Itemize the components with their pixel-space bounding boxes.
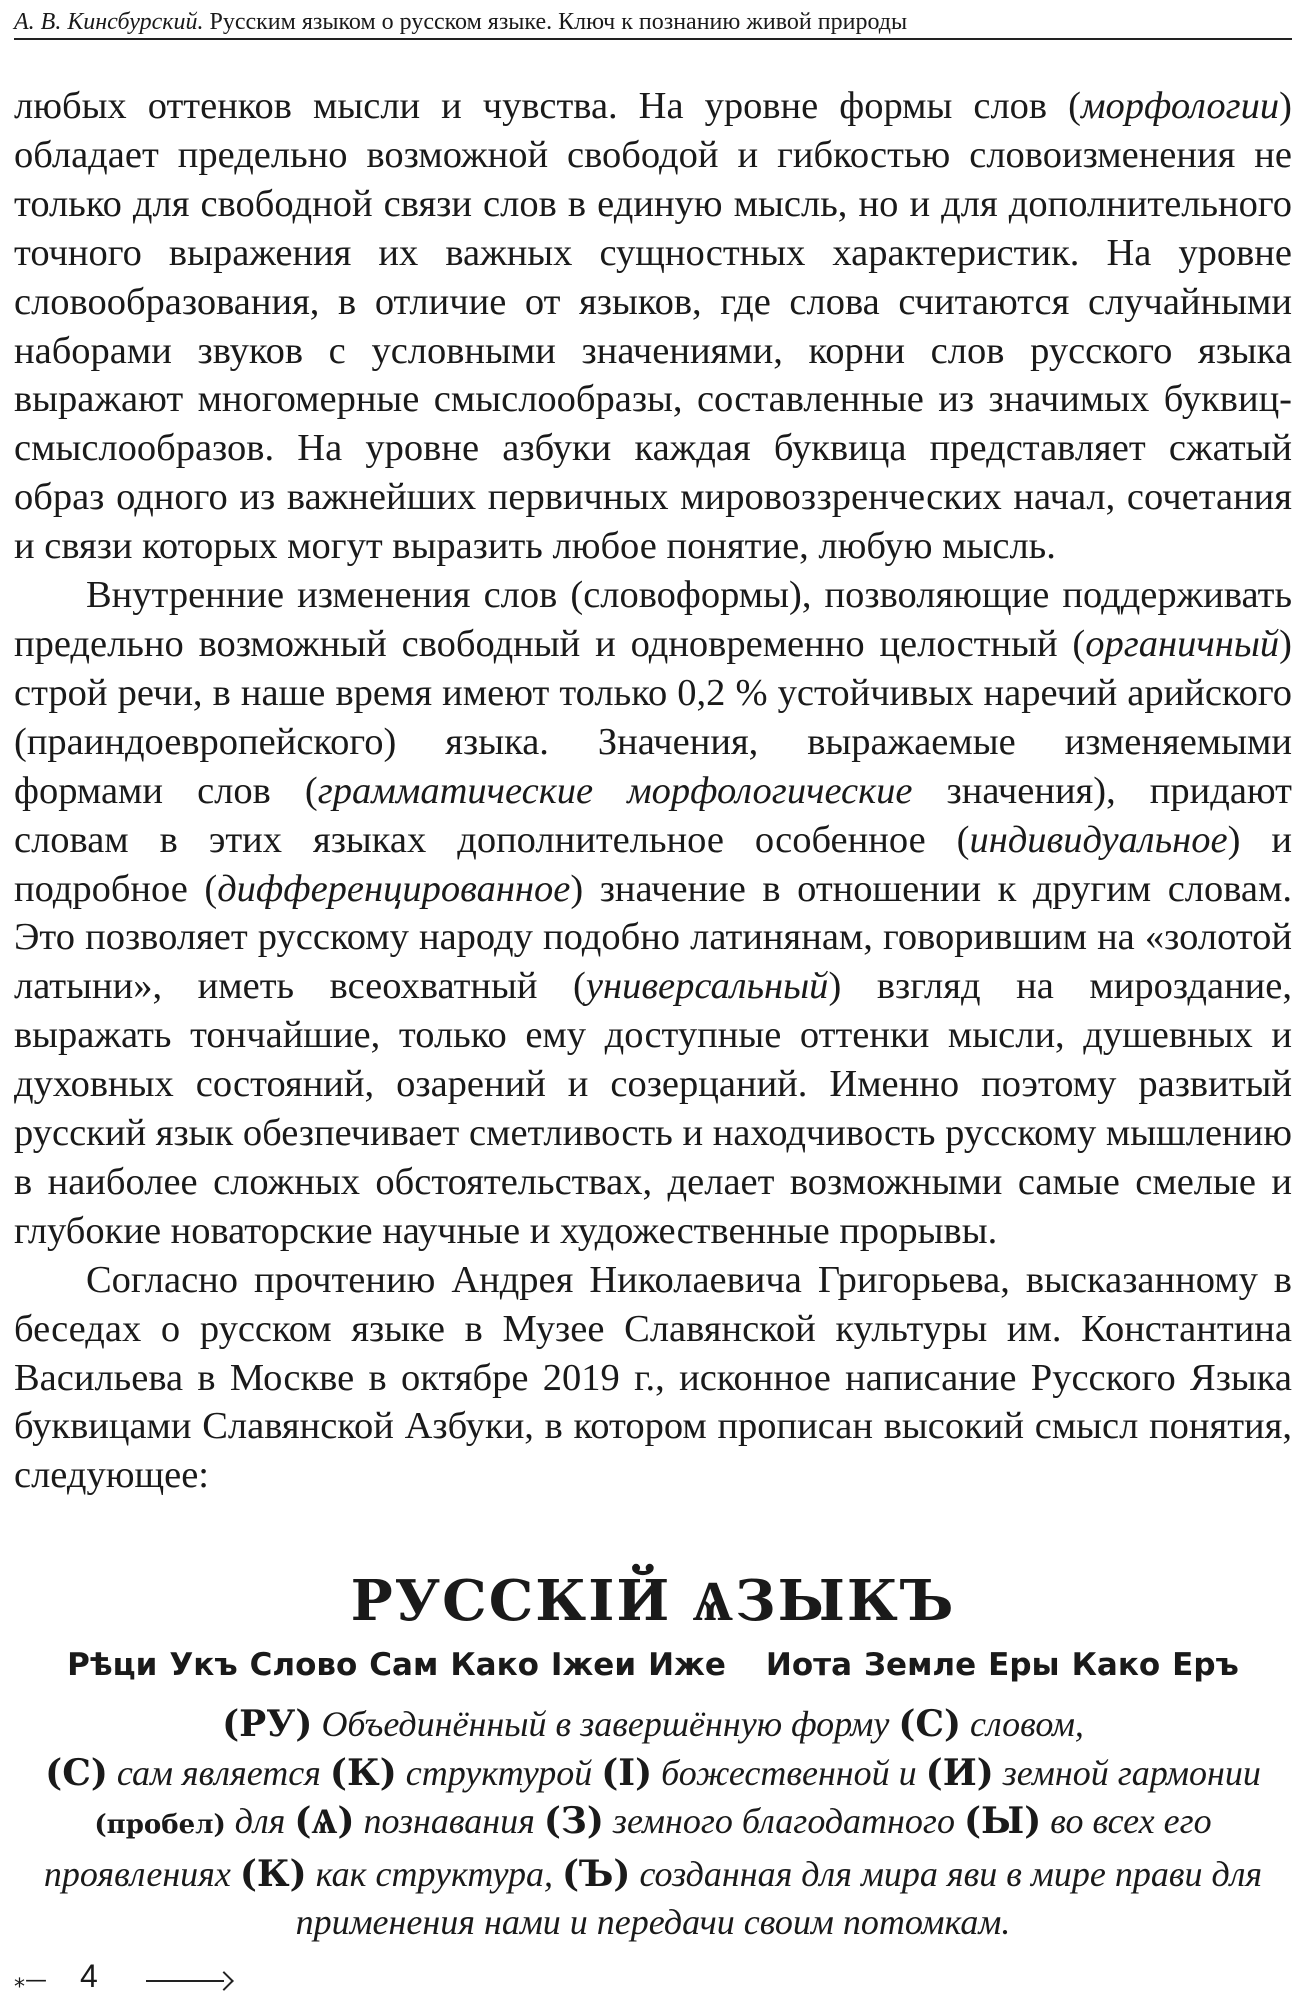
- meaning-text: во всех его проявлениях: [43, 1801, 1212, 1894]
- italic-term: грамматические морфологические: [317, 769, 913, 812]
- meaning-text: созданная для мира яви в мире прави для применения нами и передачи своим потомкам.: [295, 1853, 1263, 1943]
- footer-ornament: ⁎—: [14, 1968, 47, 1993]
- meaning-text: для: [225, 1801, 295, 1842]
- running-header: [14, 6, 1292, 40]
- letter-key-space: (пробел): [94, 1810, 226, 1841]
- meaning-text: познавания: [354, 1801, 544, 1842]
- letter-key: (I): [601, 1751, 653, 1794]
- decoded-word: Сам: [369, 1647, 439, 1683]
- slavonic-title: РУССКIЙ ѦЗЫКЪ: [350, 1568, 956, 1634]
- letter-key: (С): [898, 1703, 962, 1745]
- letter-key: (РУ): [222, 1703, 313, 1745]
- meaning-text: словом,: [961, 1704, 1084, 1744]
- italic-term: универсальный: [585, 965, 829, 1008]
- text-run: любых оттенков мысли и чувства. На уровне формы слов (: [14, 85, 1081, 127]
- meaning-text: как структура,: [306, 1853, 562, 1894]
- meaning-text: земной гармонии: [993, 1752, 1261, 1793]
- italic-term: дифференцированное: [217, 867, 571, 910]
- meaning-text: сам является: [107, 1752, 330, 1793]
- text-run: ) и подробное (: [14, 818, 1292, 910]
- decoded-word: Укъ: [169, 1647, 238, 1683]
- text-run: ) значение в отношении к другим словам. Это позволяет русскому народу подобно латинянам, говорившим на «золотой латыни», иметь всеохватный (: [14, 867, 1292, 1008]
- text-run: ) взгляд на мироздание, выражать тончайшие, только ему доступные оттенки мысли, душевных и духовных состояний, озарений и созерцаний. Именно поэтому развитый русский язык обезпечивает сметливость и находчивость русскому мышлению в наиболее сложных обстоятельствах, делает возможными самые смелые и глубокие новаторские научные и художественные прорывы.: [14, 965, 1292, 1252]
- meaning-text: структурой: [396, 1752, 602, 1793]
- header-book-title: Русским языком о русском языке. Ключ к познанию живой природы: [209, 9, 908, 35]
- letter-key: (И): [925, 1751, 994, 1794]
- letter-key: (К): [329, 1751, 397, 1794]
- decoded-word: Како: [450, 1647, 539, 1683]
- letter-key: (З): [543, 1800, 604, 1843]
- italic-term: морфологии: [1080, 85, 1280, 127]
- page-footer: [14, 1958, 414, 1994]
- paragraph-3: Согласно прочтению Андрея Николаевича Григорьева, высказанному в беседах о русском языке в Музее Славянской культуры им. Константина Васильева в Москве в октябре 2019 г., исконное написание Русского Языка буквицами Славянской Азбуки, в котором прописан высокий смысл понятия, следующее:: [14, 1258, 1292, 1497]
- page-number: 4: [80, 1958, 98, 1994]
- arrow-line-icon: [146, 1980, 224, 1982]
- meaning-text: земного благодатного: [603, 1801, 964, 1842]
- meaning-block: [14, 1700, 1292, 1947]
- decoded-word: Еръ: [1172, 1647, 1239, 1683]
- decoded-word: Слово: [249, 1647, 358, 1683]
- meaning-text: божественной и: [652, 1752, 926, 1793]
- letter-key: (Ѧ): [294, 1800, 355, 1843]
- letter-key: (Ъ): [561, 1852, 631, 1895]
- italic-term: индивидуальное: [969, 818, 1228, 861]
- italic-term: органичный: [1085, 622, 1280, 665]
- text-run: значения), придают словам в этих языках дополнительное особенное (: [14, 769, 1292, 861]
- decoded-word: Еры: [988, 1647, 1060, 1683]
- text-run: ) строй речи, в наше время имеют только 0,2 % устойчивых наречий арийского (праиндоевропейского) языка. Значения, выражаемые изменяемыми формами слов (: [14, 622, 1292, 812]
- decoded-word: Иота: [765, 1647, 853, 1683]
- decoded-word: Како: [1071, 1647, 1161, 1683]
- decoded-word: Земле: [864, 1647, 977, 1683]
- paragraph-2: [14, 571, 1292, 1256]
- header-author: А. В. Кинсбурский.: [14, 9, 204, 35]
- decoded-word: Iжеи: [550, 1647, 637, 1683]
- decoded-letters-row: [0, 1645, 1306, 1685]
- meaning-text: Объединённый в завершённую форму: [312, 1704, 899, 1744]
- decoded-word: Рѣци: [67, 1647, 158, 1683]
- paragraph-1: [14, 82, 1292, 571]
- letter-key: (Ы): [963, 1800, 1042, 1843]
- letter-key: (С): [45, 1751, 108, 1794]
- letter-key: (К): [239, 1852, 307, 1895]
- arrow-head-icon: [214, 1971, 234, 1991]
- text-run: Внутренние изменения слов (словоформы), позволяющие поддерживать предельно возможный свободный и одновременно целостный (: [14, 574, 1292, 665]
- main-text: [14, 82, 1292, 1500]
- text-run: ) обладает предельно возможной свободой и гибкостью словоизменения не только для свободной связи слов в единую мысль, но и для дополнительного точного выражения их важных сущностных характеристик. На уровне словообразования, в отличие от языков, где слова считаются случайными наборами звуков с условными значениями, корни слов русского языка выражают многомерные смыслообразы, составленные из значимых буквиц-смыслообразов. На уровне азбуки каждая буквица представляет сжатый образ одного из важнейших первичных мировоззренческих начал, сочетания и связи которых могут выразить любое понятие, любую мысль.: [14, 85, 1292, 568]
- decoded-word: Иже: [648, 1647, 726, 1683]
